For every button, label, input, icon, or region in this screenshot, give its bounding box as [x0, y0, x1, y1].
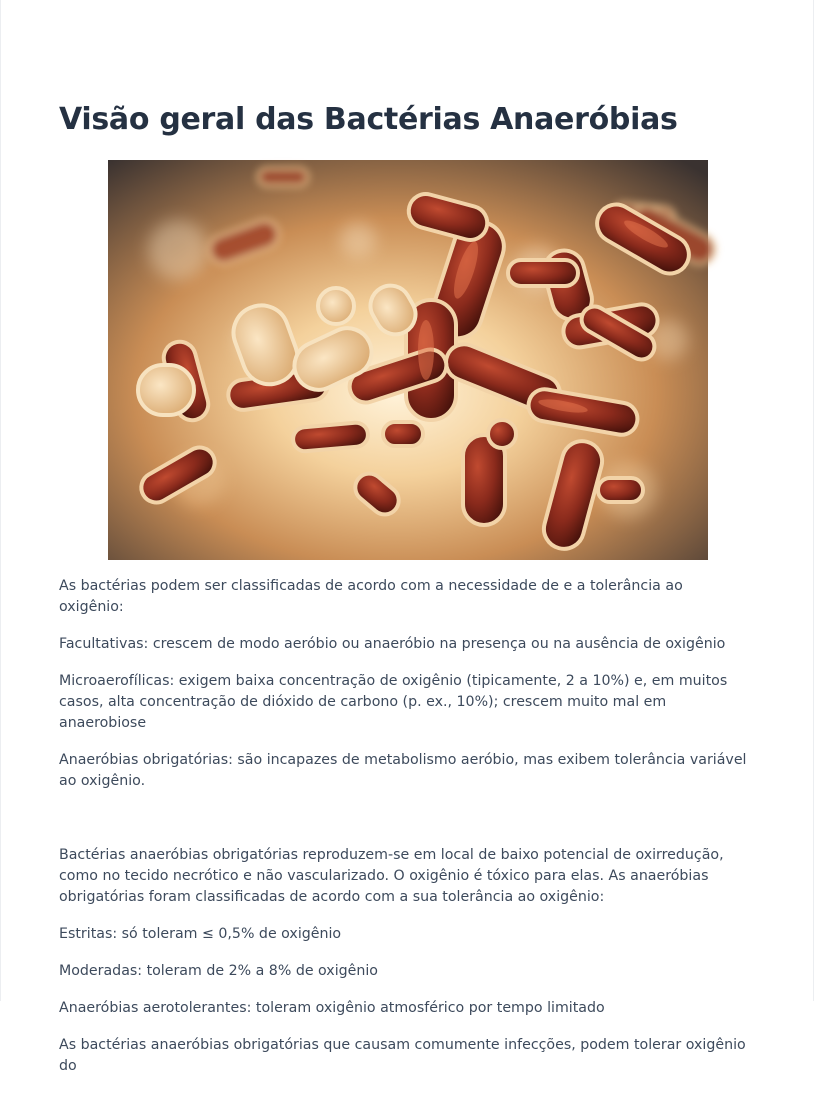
- obligate-description-paragraph: Bactérias anaeróbias obrigatórias reproduzem-se em local de baixo potencial de oxirredução, como no tecido necrótico e não vascularizado. O oxigênio é tóxico para elas. As anaeróbias obrigatórias foram classificadas de acordo com a sua tolerância ao oxigênio:: [59, 847, 724, 905]
- aerotolerant-paragraph: Anaeróbias aerotolerantes: toleram oxigênio atmosférico por tempo limitado: [59, 1000, 605, 1016]
- bacteria-illustration: [108, 160, 708, 560]
- article-body: [59, 576, 759, 1077]
- spacer: [59, 808, 759, 845]
- page-title: Visão geral das Bactérias Anaeróbias: [59, 102, 678, 137]
- facultative-paragraph: Facultativas: crescem de modo aeróbio ou anaeróbio na presença ou na ausência de oxigênio: [59, 636, 726, 652]
- article: [59, 100, 759, 1093]
- microaerophilic-paragraph: Microaerofílicas: exigem baixa concentração de oxigênio (tipicamente, 2 a 10%) e, em muitos casos, alta concentração de dióxido de carbono (p. ex., 10%); crescem muito mal em anaerobiose: [59, 673, 728, 731]
- cutoff-paragraph: As bactérias anaeróbias obrigatórias que causam comumente infecções, podem tolerar oxigênio do: [59, 1037, 746, 1074]
- obligate-anaerobes-paragraph: Anaeróbias obrigatórias: são incapazes de metabolismo aeróbio, mas exibem tolerância variável ao oxigênio.: [59, 752, 747, 789]
- moderate-paragraph: Moderadas: toleram de 2% a 8% de oxigênio: [59, 963, 378, 979]
- intro-paragraph: As bactérias podem ser classificadas de acordo com a necessidade de e a tolerância ao oxigênio:: [59, 578, 683, 615]
- strict-paragraph: Estritas: só toleram ≤ 0,5% de oxigênio: [59, 926, 342, 942]
